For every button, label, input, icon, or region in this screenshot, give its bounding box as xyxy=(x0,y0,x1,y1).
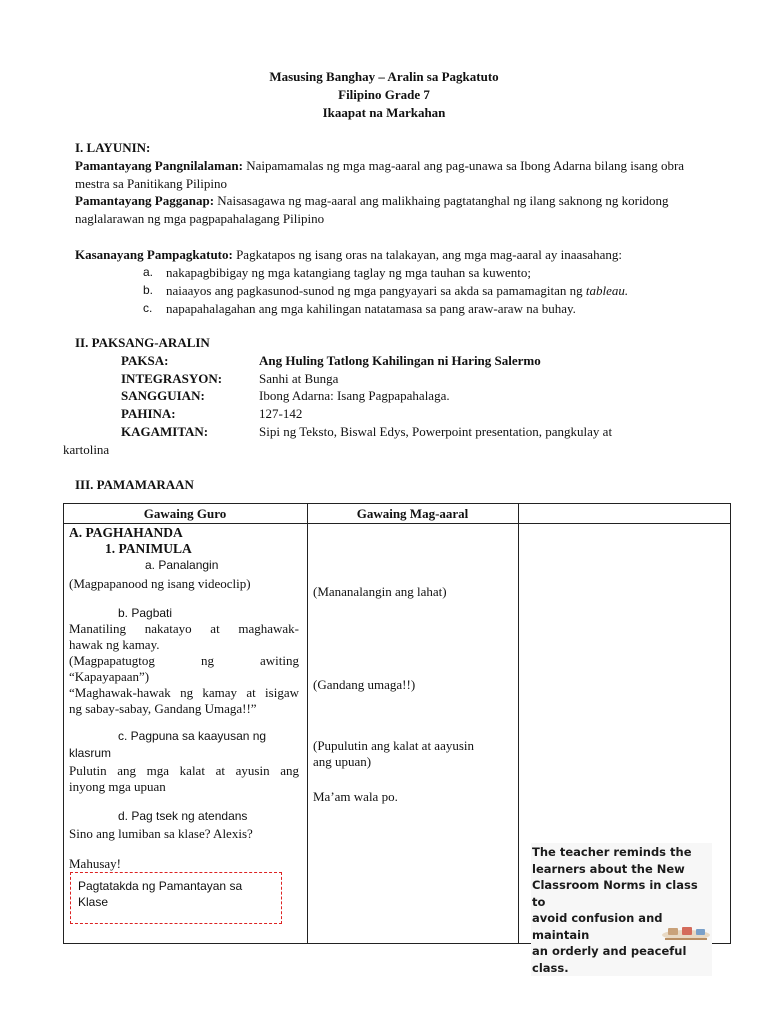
pamantayan-line: Klase xyxy=(78,895,109,909)
kagamitan-label: KAGAMITAN: xyxy=(121,424,209,439)
pagpuna-line: inyong mga upuan xyxy=(69,779,166,794)
note-line: Classroom Norms in class to xyxy=(532,878,698,909)
objective-b-text: naiaayos ang pagkasunod-sunod ng mga pangyayari sa akda sa pamamagitan ng xyxy=(166,283,583,298)
note-line: an orderly and peaceful class. xyxy=(532,944,687,975)
paksa-label: PAKSA: xyxy=(121,353,169,368)
layunin-heading: I. LAYUNIN: xyxy=(75,140,151,155)
kagamitan-value-cont: kartolina xyxy=(63,442,110,457)
table-divider xyxy=(518,503,519,944)
response-panalangin: (Mananalangin ang lahat) xyxy=(313,584,447,599)
pagganap-text: Naisasagawa ng mag-aaral ang malikhaing pagtatanghal ng ilang saknong ng koridong naglalarawan ng mga pagpapahalagang Pilipino xyxy=(75,193,669,226)
pagtsek-label: d. Pag tsek ng atendans xyxy=(118,809,248,823)
objective-a: nakapagbibigay ng mga katangiang taglay ng mga tauhan sa kuwento; xyxy=(166,265,531,280)
pagganap-label: Pamantayang Pagganap: xyxy=(75,193,215,208)
pangnilalaman-paragraph xyxy=(75,157,705,192)
panalangin-note: (Magpapanood ng isang videoclip) xyxy=(69,576,251,591)
pagbati-line: Manatiling nakatayo at maghawak- xyxy=(69,621,299,636)
pahina-value: 127-142 xyxy=(259,406,303,421)
pamamaraan-heading: III. PAMAMARAAN xyxy=(75,477,194,492)
response-pagbati: (Gandang umaga!!) xyxy=(313,677,416,692)
note-line: The teacher reminds the xyxy=(532,845,692,859)
pagbati-label: b. Pagbati xyxy=(118,606,173,620)
pagtsek-question: Sino ang lumiban sa klase? Alexis? xyxy=(69,826,253,841)
col-header-magaaral: Gawaing Mag-aaral xyxy=(356,506,469,521)
pagbati-line: “Kapayapaan”) xyxy=(69,669,150,684)
objective-marker-a: a. xyxy=(143,265,154,279)
mahusay-text: Mahusay! xyxy=(69,856,121,871)
objective-b xyxy=(166,282,628,299)
objective-c: napapahalagahan ang mga kahilingan natatamasa sa pang araw-araw na buhay. xyxy=(166,301,576,316)
pagpuna-label-cont: klasrum xyxy=(69,746,112,760)
sangguian-label: SANGGUIAN: xyxy=(121,388,205,403)
sangguian-value: Ibong Adarna: Isang Pagpapahalaga. xyxy=(259,388,450,403)
pagbati-line: hawak ng kamay. xyxy=(69,637,160,652)
document-quarter: Ikaapat na Markahan xyxy=(322,105,446,120)
pangnilalaman-text: Naipamamalas ng mga mag-aaral ang pag-unawa sa Ibong Adarna bilang isang obra mestra sa Panitikang Pilipino xyxy=(75,158,685,191)
table-divider xyxy=(307,503,308,944)
response-pulutin-cont: ang upuan) xyxy=(313,754,372,769)
pagganap-paragraph xyxy=(75,192,705,227)
kasanayan-label: Kasanayang Pampagkatuto: xyxy=(75,247,233,262)
col-header-guro: Gawaing Guro xyxy=(143,506,227,521)
note-line: avoid confusion and maintain xyxy=(532,911,663,942)
pangnilalaman-label: Pamantayang Pangnilalaman: xyxy=(75,158,243,173)
objective-marker-c: c. xyxy=(143,301,153,315)
objective-marker-b: b. xyxy=(143,283,154,297)
pahina-label: PAHINA: xyxy=(121,406,176,421)
pamantayan-line: Pagtatakda ng Pamantayan sa xyxy=(78,879,243,893)
panimula-heading: 1. PANIMULA xyxy=(105,541,192,556)
kasanayan-paragraph xyxy=(75,246,622,263)
integrasyon-value: Sanhi at Bunga xyxy=(259,371,339,386)
integrasyon-label: INTEGRASYON: xyxy=(121,371,223,386)
teacher-note xyxy=(531,843,712,976)
objective-b-italic: tableau. xyxy=(585,283,629,298)
pagbati-line: ng sabay-sabay, Gandang Umaga!!” xyxy=(69,701,257,716)
paghahanda-heading: A. PAGHAHANDA xyxy=(69,525,183,540)
paksang-aralin-heading: II. PAKSANG-ARALIN xyxy=(75,335,210,350)
pagpuna-line: Pulutin ang mga kalat at ayusin ang xyxy=(69,763,299,778)
classroom-illustration-icon xyxy=(660,924,712,942)
kasanayan-text: Pagkatapos ng isang oras na talakayan, ang mga mag-aaral ay inaasahang: xyxy=(236,247,622,262)
pagbati-line: (Magpapatugtog ng awiting xyxy=(69,653,299,668)
response-wala: Ma’am wala po. xyxy=(313,789,398,804)
pagpuna-label: c. Pagpuna sa kaayusan ng xyxy=(118,729,267,743)
panalangin-label: a. Panalangin xyxy=(145,558,219,572)
response-pulutin: (Pupulutin ang kalat at aayusin xyxy=(313,738,475,753)
document-title: Masusing Banghay – Aralin sa Pagkatuto xyxy=(269,69,499,84)
pagbati-line: “Maghawak-hawak ng kamay at isigaw xyxy=(69,685,299,700)
document-subtitle: Filipino Grade 7 xyxy=(338,87,430,102)
kagamitan-value: Sipi ng Teksto, Biswal Edys, Powerpoint presentation, pangkulay at xyxy=(259,424,613,439)
paksa-value: Ang Huling Tatlong Kahilingan ni Haring Salermo xyxy=(259,353,541,368)
note-line: learners about the New xyxy=(532,861,685,876)
